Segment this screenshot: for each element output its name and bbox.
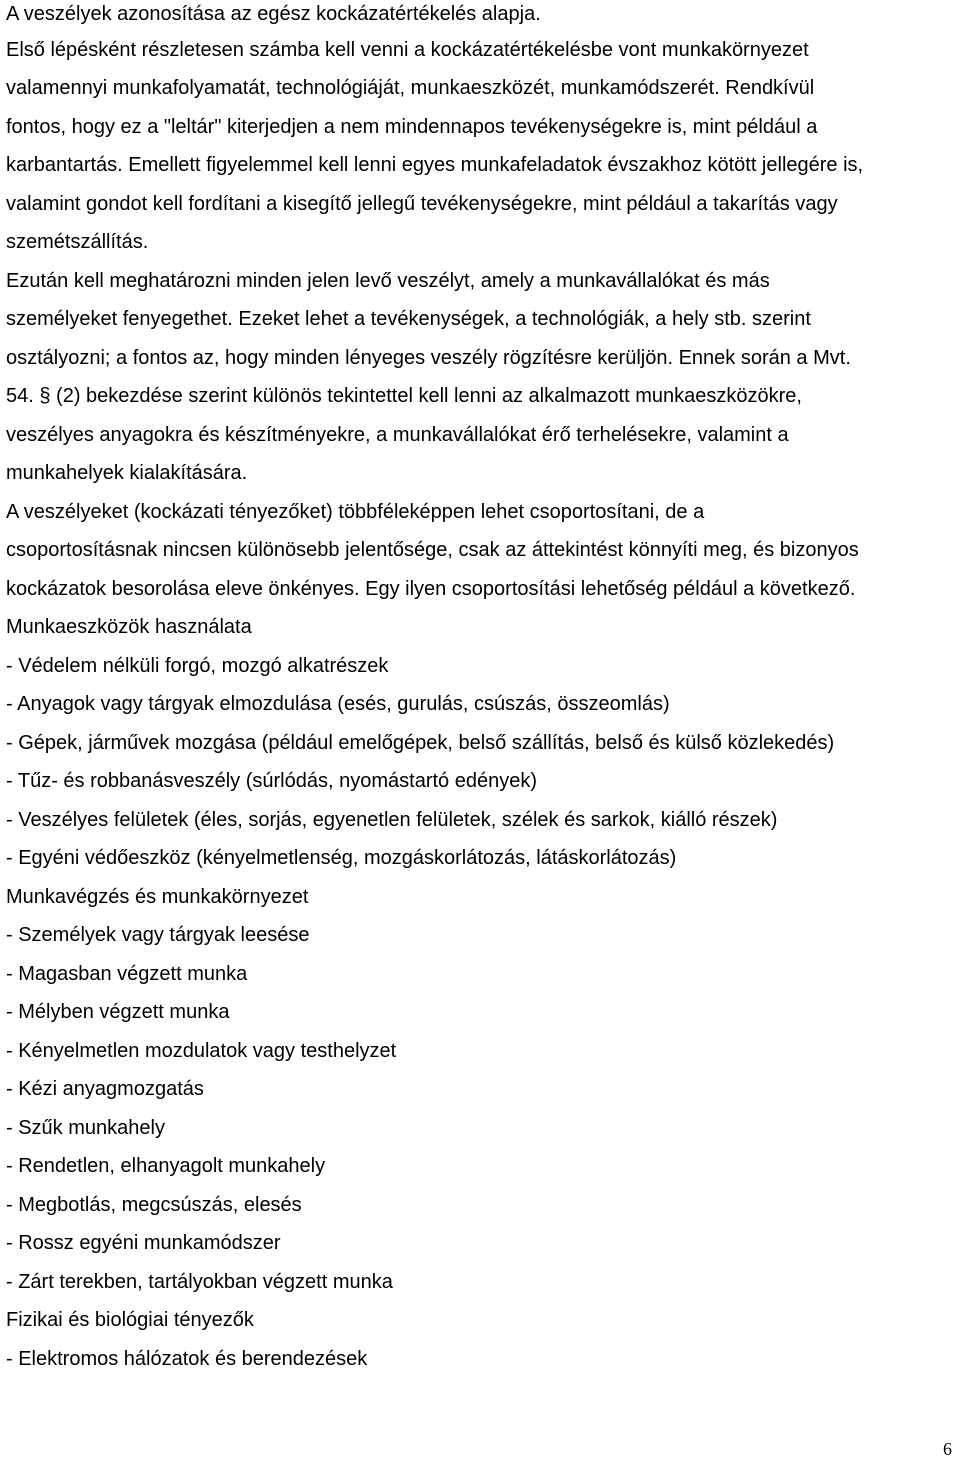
list-item: - Tűz- és robbanásveszély (súrlódás, nyomástartó edények): [6, 770, 537, 792]
text-line: szemétszállítás.: [6, 231, 149, 253]
list-item: - Rossz egyéni munkamódszer: [6, 1232, 281, 1254]
text-line: osztályozni; a fontos az, hogy minden lényeges veszély rögzítésre kerüljön. Ennek során a Mvt.: [6, 347, 851, 369]
list-item: - Védelem nélküli forgó, mozgó alkatrészek: [6, 655, 389, 677]
text-line: A veszélyeket (kockázati tényezőket) többféleképpen lehet csoportosítani, de a: [6, 501, 705, 523]
text-line: karbantartás. Emellett figyelemmel kell lenni egyes munkafeladatok évszakhoz kötött jellegére is,: [6, 154, 864, 176]
list-item: - Veszélyes felületek (éles, sorjás, egyenetlen felületek, szélek és sarkok, kiálló részek): [6, 809, 778, 831]
text-line: kockázatok besorolása eleve önkényes. Egy ilyen csoportosítási lehetőség például a következő.: [6, 578, 856, 600]
list-item: - Megbotlás, megcsúszás, elesés: [6, 1194, 302, 1216]
list-item: - Magasban végzett munka: [6, 963, 248, 985]
list-item: - Személyek vagy tárgyak leesése: [6, 924, 310, 946]
list-item: - Kényelmetlen mozdulatok vagy testhelyzet: [6, 1040, 397, 1062]
section-heading: Munkaeszközök használata: [6, 616, 252, 638]
text-line: csoportosításnak nincsen különösebb jelentősége, csak az áttekintést könnyíti meg, és bizonyos: [6, 539, 859, 561]
list-item: - Elektromos hálózatok és berendezések: [6, 1348, 368, 1370]
list-item: - Egyéni védőeszköz (kényelmetlenség, mozgáskorlátozás, látáskorlátozás): [6, 847, 677, 869]
list-item: - Anyagok vagy tárgyak elmozdulása (esés, gurulás, csúszás, összeomlás): [6, 693, 670, 715]
text-line: A veszélyek azonosítása az egész kockázatértékelés alapja.: [6, 3, 541, 25]
list-item: - Mélyben végzett munka: [6, 1001, 230, 1023]
text-line: személyeket fenyegethet. Ezeket lehet a tevékenységek, a technológiák, a hely stb. szerint: [6, 308, 811, 330]
list-item: - Zárt terekben, tartályokban végzett munka: [6, 1271, 393, 1293]
list-item: - Szűk munkahely: [6, 1117, 165, 1139]
text-line: valamennyi munkafolyamatát, technológiáját, munkaeszközét, munkamódszerét. Rendkívül: [6, 77, 815, 99]
section-heading: Munkavégzés és munkakörnyezet: [6, 886, 309, 908]
text-line: veszélyes anyagokra és készítményekre, a munkavállalókat érő terhelésekre, valamint a: [6, 424, 789, 446]
text-line: 54. § (2) bekezdése szerint különös tekintettel kell lenni az alkalmazott munkaeszközökre,: [6, 385, 802, 407]
list-item: - Gépek, járművek mozgása (például emelőgépek, belső szállítás, belső és külső közlekedés): [6, 732, 835, 754]
section-heading: Fizikai és biológiai tényezők: [6, 1309, 254, 1331]
list-item: - Kézi anyagmozgatás: [6, 1078, 204, 1100]
text-line: Ezután kell meghatározni minden jelen levő veszélyt, amely a munkavállalókat és más: [6, 270, 770, 292]
text-line: Első lépésként részletesen számba kell venni a kockázatértékelésbe vont munkakörnyezet: [6, 39, 809, 61]
text-line: munkahelyek kialakítására.: [6, 462, 248, 484]
list-item: - Rendetlen, elhanyagolt munkahely: [6, 1155, 326, 1177]
text-line: fontos, hogy ez a "leltár" kiterjedjen a nem mindennapos tevékenységekre is, mint például a: [6, 116, 818, 138]
text-line: valamint gondot kell fordítani a kisegítő jellegű tevékenységekre, mint például a takarítás vagy: [6, 193, 838, 215]
page-number: 6: [943, 1439, 952, 1459]
